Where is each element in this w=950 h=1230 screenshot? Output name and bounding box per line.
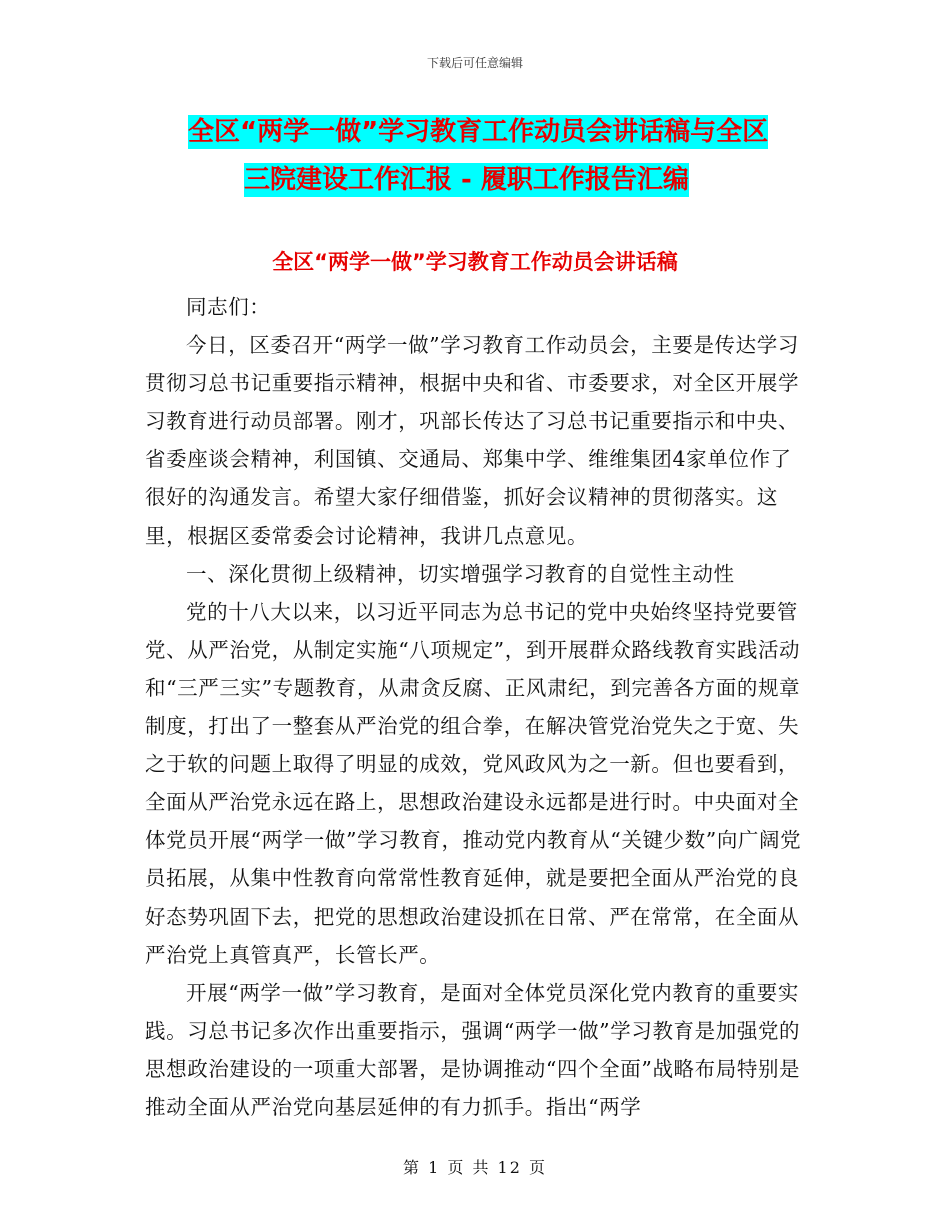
document-title <box>188 108 828 204</box>
paragraph: 开展“两学一做”学习教育，是面对全体党员深化党内教育的重要实践。习总书记多次作出重要指示，强调“两学一做”学习教育是加强党的思想政治建设的一项重大部署，是协调推动“四个全面”战略布局特别是推动全面从严治党向基层延伸的有力抓手。指出“两学 <box>145 980 801 1119</box>
page-number: 第 1 页 共 12 页 <box>403 1158 547 1177</box>
paragraph-salutation: 同志们： <box>186 295 271 319</box>
paragraph-heading: 一、深化贯彻上级精神，切实增强学习教育的自觉性主动性 <box>186 561 735 586</box>
document-body <box>145 288 805 1126</box>
paragraph: 党的十八大以来，以习近平同志为总书记的党中央始终坚持党要管党、从严治党，从制定实施“八项规定”，到开展群众路线教育实践活动和“三严三实”专题教育，从肃贪反腐、正风肃纪，到完善各方面的规章制度，打出了一整套从严治党的组合拳，在解决管党治党失之于宽、失之于软的问题上取得了明显的成效，党风政风为之一新。但也要看到，全面从严治党永远在路上，思想政治建设永远都是进行时。中央面对全体党员开展“两学一做”学习教育，推动党内教育从“关键少数”向广阔党员拓展，从集中性教育向常常性教育延伸，就是要把全面从严治党的良好态势巩固下去，把党的思想政治建设抓在日常、严在常常，在全面从严治党上真管真严，长管长严。 <box>145 599 802 967</box>
section-title: 全区“两学一做”学习教育工作动员会讲话稿 <box>272 250 678 274</box>
document-title-line1: 全区“两学一做”学习教育工作动员会讲话稿与全区 <box>188 117 769 147</box>
document-title-line2: 三院建设工作汇报 - 履职工作报告汇编 <box>244 165 689 195</box>
page-header-note: 下载后可任意编辑 <box>426 56 523 70</box>
paragraph: 今日，区委召开“两学一做”学习教育工作动员会，主要是传达学习贯彻习总书记重要指示精神，根据中央和省、市委要求，对全区开展学习教育进行动员部署。刚才，巩部长传达了习总书记重要指示和中央、省委座谈会精神，利国镇、交通局、郑集中学、维维集团4家单位作了很好的沟通发言。希望大家仔细借鉴，抓好会议精神的贯彻落实。这里，根据区委常委会讨论精神，我讲几点意见。 <box>145 333 800 548</box>
